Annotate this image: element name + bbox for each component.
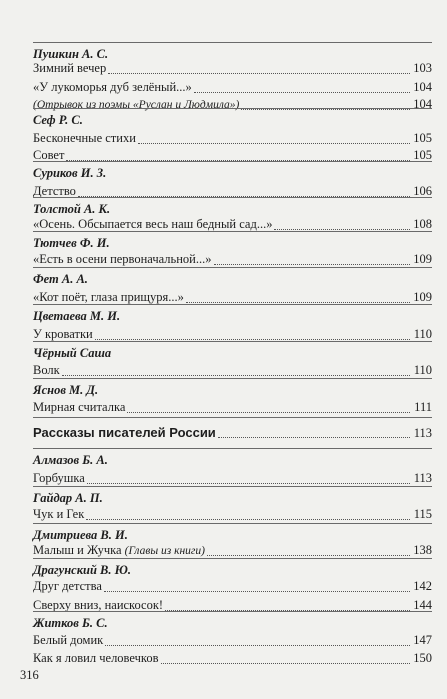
toc-entry (33, 363, 432, 379)
author-name: Фет А. А. (33, 272, 88, 286)
leader-dots (214, 264, 411, 265)
leader-dots (218, 437, 410, 438)
leader-dots (194, 92, 410, 93)
page-ref: 110 (413, 363, 432, 377)
entry-title: У кроватки (33, 327, 93, 341)
entry-title: Малыш и Жучка (33, 543, 125, 557)
divider (33, 42, 432, 43)
page-ref: 103 (413, 61, 432, 75)
leader-dots (138, 143, 410, 144)
toc-entry (33, 97, 432, 113)
toc-author (33, 383, 432, 399)
leader-dots (86, 519, 410, 520)
toc-author (33, 563, 432, 579)
entry-title: Друг детства (33, 579, 102, 593)
divider (33, 267, 432, 268)
entry-title: Мирная считалка (33, 400, 126, 414)
entry-title: Бесконечные стихи (33, 131, 136, 145)
divider (33, 341, 432, 342)
page-ref: 104 (413, 80, 432, 94)
page-ref: 109 (413, 290, 432, 304)
author-name: Толстой А. К. (33, 202, 111, 216)
leader-dots (62, 375, 410, 376)
author-name: Суриков И. З. (33, 166, 107, 180)
entry-title: Белый домик (33, 633, 104, 647)
toc-author (33, 113, 432, 129)
entry-title: «Кот поёт, глаза прищуря...» (33, 290, 184, 304)
page-ref: 147 (413, 633, 432, 647)
entry-title: Сверху вниз, наискосок! (33, 598, 164, 612)
page-ref: 110 (413, 327, 432, 341)
author-name: Сеф Р. С. (33, 113, 83, 127)
divider (33, 197, 432, 198)
toc-author (33, 202, 432, 218)
leader-dots (108, 73, 410, 74)
page-ref: 138 (413, 543, 432, 557)
divider (33, 161, 432, 162)
page-ref: 142 (413, 579, 432, 593)
entry-title: Детство (33, 184, 76, 198)
entry-title: Чук и Гек (33, 507, 85, 521)
divider (33, 558, 432, 559)
toc-entry (33, 252, 432, 268)
leader-dots (104, 591, 410, 592)
entry-title: «Есть в осени первоначальной...» (33, 252, 212, 266)
leader-dots (274, 229, 410, 230)
toc-author (33, 272, 432, 288)
entry-title: Волк (33, 363, 60, 377)
author-name: Житков Б. С. (33, 616, 108, 630)
page-ref: 109 (413, 252, 432, 266)
entry-title: «Осень. Обсыпается весь наш бедный сад...» (33, 217, 273, 231)
author-name: Дмитриева В. И. (33, 528, 128, 542)
author-name: Цветаева М. И. (33, 309, 121, 323)
leader-dots (207, 555, 410, 556)
entry-title: «У лукоморья дуб зелёный...» (33, 80, 192, 94)
entry-title: Как я ловил человечков (33, 651, 159, 665)
author-name: Драгунский В. Ю. (33, 563, 131, 577)
author-name: Гайдар А. П. (33, 491, 103, 505)
entry-note: (Главы из книги) (124, 545, 206, 557)
toc-entry (33, 579, 432, 595)
page-ref: 105 (413, 131, 432, 145)
author-name: Тютчев Ф. И. (33, 236, 110, 250)
toc-entry (33, 400, 432, 416)
toc-entry (33, 543, 432, 559)
divider (33, 108, 432, 109)
entry-title: Зимний вечер (33, 61, 107, 75)
page-ref: 111 (414, 400, 432, 414)
entry-title: Рассказы писателей России (33, 425, 216, 440)
entry-title: Горбушка (33, 471, 85, 485)
divider (33, 611, 432, 612)
toc-section (33, 425, 432, 441)
toc-entry (33, 131, 432, 147)
page-number: 316 (20, 668, 39, 682)
toc-author (33, 453, 432, 469)
leader-dots (95, 339, 410, 340)
leader-dots (105, 645, 410, 646)
page-ref: 104 (413, 97, 432, 111)
toc-author (33, 528, 432, 544)
page-ref: 106 (413, 184, 432, 198)
leader-dots (161, 663, 410, 664)
leader-dots (241, 109, 410, 110)
divider (33, 378, 432, 379)
page-ref: 115 (413, 507, 432, 521)
entry-note: (Отрывок из поэмы «Руслан и Людмила») (33, 99, 240, 111)
author-name: Чёрный Саша (33, 346, 112, 360)
toc-entry (33, 507, 432, 523)
page-ref: 144 (413, 598, 432, 612)
page-ref: 113 (413, 471, 432, 485)
toc-author (33, 166, 432, 182)
leader-dots (127, 412, 410, 413)
divider (33, 523, 432, 524)
leader-dots (186, 302, 410, 303)
divider (33, 486, 432, 487)
page-ref: 108 (413, 217, 432, 231)
toc-entry (33, 80, 432, 96)
entry-title: Совет (33, 148, 65, 162)
toc-author (33, 491, 432, 507)
page-ref: 105 (413, 148, 432, 162)
page-ref: 150 (413, 651, 432, 665)
divider (33, 448, 432, 449)
toc-entry (33, 651, 432, 667)
toc-author (33, 616, 432, 632)
toc-entry (33, 471, 432, 487)
divider (33, 231, 432, 232)
leader-dots (87, 483, 410, 484)
toc-author (33, 346, 432, 362)
page-ref: 113 (413, 426, 432, 440)
toc-entry (33, 61, 432, 77)
divider (33, 417, 432, 418)
toc-author (33, 236, 432, 252)
author-name: Яснов М. Д. (33, 383, 99, 397)
toc-author (33, 309, 432, 325)
author-name: Алмазов Б. А. (33, 453, 108, 467)
author-name: Пушкин А. С. (33, 47, 109, 61)
toc-entry (33, 633, 432, 649)
divider (33, 304, 432, 305)
